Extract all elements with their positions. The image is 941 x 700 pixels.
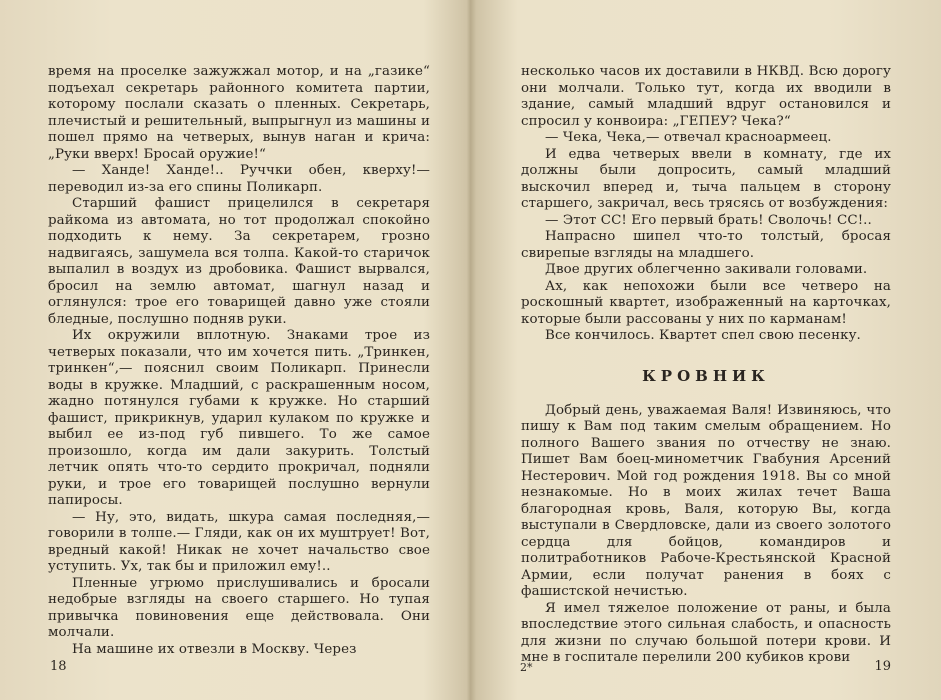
right-paragraph-8: Все кончилось. Квартет спел свою песенку. <box>545 328 861 343</box>
right-page <box>471 0 941 700</box>
letter-paragraph-2: Я имел тяжелое положение от раны, и была впоследствие этого сильная слабость, и опасность для жизни по случаю большой потери крови. И мне в госпитале перелили 200 кубиков крови <box>521 600 891 665</box>
right-paragraph-1: несколько часов их доставили в НКВД. Всю дорогу они молчали. Только тут, когда их вводили в здание, самый младший вдруг остановился и спросил у конвоира: „ГЕПЕУ? Чека?“ <box>521 64 891 129</box>
left-page <box>0 0 470 700</box>
left-paragraph-4: Их окружили вплотную. Знаками трое из четверых показали, что им хочется пить. „Тринкен, тринкен“,— пояснил своим Поликарп. Принесли воды в кружке. Младший, с раскрашенным носом, жадно потянулся губами к кружке. Но старший фашист, прикрикнув, ударил кулаком по кружке и выбил ее из-под губ пившего. То же самое произошло, когда им дали закурить. Толстый летчик опять что-то сердито прокричал, подняли руки, и трое его товарищей послушно вернули папиросы. <box>48 328 430 508</box>
right-paragraph-2: — Чека, Чека,— отвечал красноармеец. <box>545 130 832 145</box>
section-heading: КРОВНИК <box>642 366 770 385</box>
left-paragraph-7: На машине их отвезли в Москву. Через <box>72 641 357 657</box>
left-paragraph-6: Пленные угрюмо прислушивались и бросали недобрые взгляды на своего старшего. Но тупая привычка повиновения еще действовала. Они молчали. <box>48 575 430 640</box>
left-paragraph-5: — Ну, это, видать, шкура самая последняя,— говорили в толпе.— Гляди, как он их муштрует! Вот, вредный какой! Никак не хочет начальство свое уступить. Ух, так бы и приложил ему!.. <box>48 509 430 574</box>
right-page-number: 19 <box>874 659 891 674</box>
left-paragraph-1: время на проселке зажужжал мотор, и на „газике“ подъехал секретарь районного комитета партии, которому послали сказать о пленных. Секретарь, плечистый и решительный, выпрыгнул из машины и пошел прямо на четверых, вынув наган и крича: „Руки вверх! Бросай оружие!“ <box>48 64 430 162</box>
left-page-number: 18 <box>50 659 67 674</box>
signature-mark: 2* <box>520 661 533 674</box>
left-paragraph-2: — Ханде! Ханде!.. Руччки обен, кверху!—переводил из-за его спины Поликарп. <box>48 163 430 195</box>
letter-paragraph-1: Добрый день, уважаемая Валя! Извиняюсь, что пишу к Вам под таким смелым обращением. Но полного Вашего звания по отчеству не знаю. Пишет Вам боец-минометчик Гвабуния Арсений Нестерович. Мой год рождения 1918. Вы со мной незнакомые. Но в моих жилах течет Ваша благородная кровь, Валя, которую Вы, когда выступали в Свердловске, дали из своего золотого сердца для бойцов, командиров и политработников Рабоче-Крестьянской Красной Армии, если получат ранения в боях с фашистской нечистью. <box>521 402 891 599</box>
right-paragraph-7: Ах, как непохожи были все четверо на роскошный квартет, изображенный на карточках, которые были рассованы у них по карманам! <box>521 278 891 327</box>
left-paragraph-3: Старший фашист прицелился в секретаря райкома из автомата, но тот продолжал спокойно подходить к нему. За секретарем, грозно надвигаясь, зашумела вся толпа. Какой-то старичок выпалил в воздух из дробовика. Фашист вырвался, бросил на землю автомат, шагнул назад и оглянулся: трое его товарищей давно уже стояли бледные, послушно подняв руки. <box>48 196 430 327</box>
right-paragraph-5: Напрасно шипел что-то толстый, бросая свирепые взгляды на младшего. <box>521 229 891 261</box>
right-paragraph-4: — Этот СС! Его первый брать! Сволочь! СС!.. <box>545 212 872 228</box>
right-paragraph-3: И едва четверых ввели в комнату, где их должны были допросить, самый младший выскочил вперед и, тыча пальцем в сторону старшего, закричал, весь трясясь от возбуждения: <box>521 146 891 211</box>
right-paragraph-6: Двое других облегченно закивали головами. <box>545 262 868 277</box>
